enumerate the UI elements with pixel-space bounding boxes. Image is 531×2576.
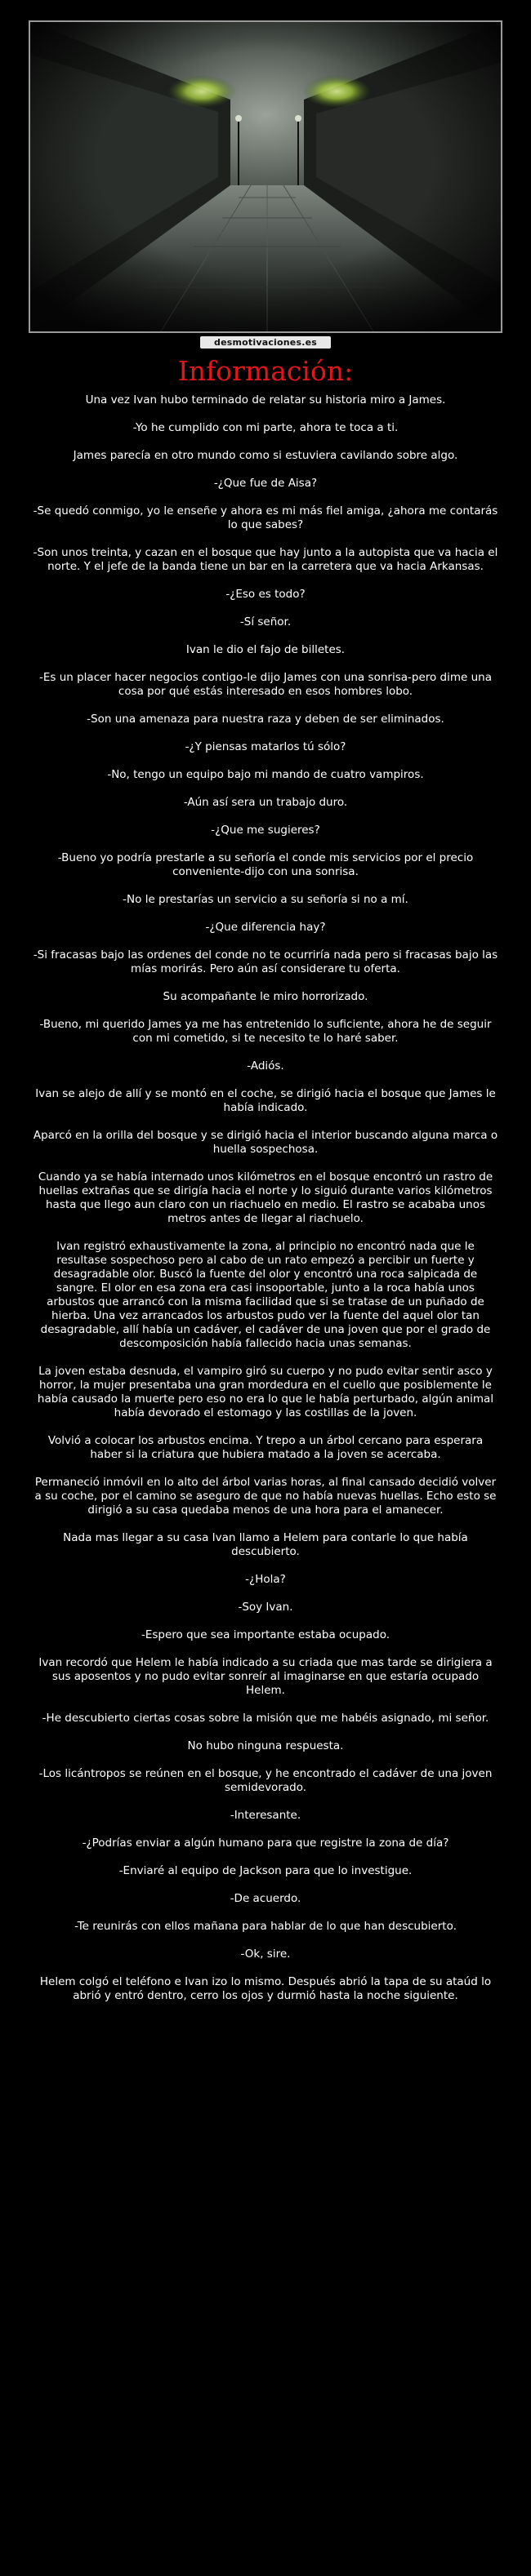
poster-title: Información: bbox=[177, 355, 354, 387]
story-paragraph: -¿Eso es todo? bbox=[225, 588, 306, 601]
story-paragraph: -No, tengo un equipo bajo mi mando de cuatro vampiros. bbox=[107, 768, 424, 781]
story-paragraph: -Son unos treinta, y cazan en el bosque que hay junto a la autopista que va hacia el norte. Y el jefe de la banda tiene un bar en la carretera que va hacia Arkansas. bbox=[33, 546, 498, 573]
story-paragraph: -¿Que fue de Aisa? bbox=[213, 477, 318, 490]
story-paragraph: Su acompañante le miro horrorizado. bbox=[163, 990, 368, 1003]
story-paragraph: Ivan le dio el fajo de billetes. bbox=[185, 643, 346, 656]
poster-image-frame bbox=[29, 20, 502, 333]
story-paragraph: Ivan se alejo de allí y se montó en el coche, se dirigió hacia el bosque que James le había indicado. bbox=[35, 1087, 496, 1114]
story-paragraph: Ivan recordó que Helem le había indicado a su criada que mas tarde se dirigiera a sus aposentos y no pudo evitar sonreír al imaginarse en que estaría ocupado Helem. bbox=[38, 1656, 493, 1697]
story-paragraph: -No le prestarías un servicio a su señoría si no a mí. bbox=[123, 893, 408, 906]
story-paragraph: -Interesante. bbox=[230, 1809, 301, 1822]
story-paragraph: -Sí señor. bbox=[239, 615, 292, 628]
site-watermark: desmotivaciones.es bbox=[200, 336, 331, 349]
story-paragraph: -¿Podrías enviar a algún humano para que registre la zona de día? bbox=[82, 1837, 449, 1850]
story-paragraph: -¿Que diferencia hay? bbox=[205, 921, 326, 934]
foggy-cobblestone-street-image bbox=[30, 22, 501, 331]
story-paragraph: Permaneció inmóvil en lo alto del árbol varias horas, al final cansado decidió volver a su coche, por el camino se aseguro de que no había nuevas huellas. Echo esto se dirigió a su casa quedaba menos de una hora para el amanecer. bbox=[34, 1476, 497, 1517]
story-paragraph: -Los licántropos se reúnen en el bosque, y he encontrado el cadáver de una joven semidevorado. bbox=[38, 1767, 493, 1794]
story-paragraph: Volvió a colocar los arbustos encima. Y trepo a un árbol cercano para esperara haber si la criatura que hubiera matado a la joven se acercaba. bbox=[47, 1434, 484, 1461]
story-paragraph: Ivan registró exhaustivamente la zona, al principio no encontró nada que le resultase sospechoso pero al cabo de un rato empezó a percibir un fuerte y desagradable olor. Buscó la fuente del olor y encontró una roca salpicada de sangre. El olor en esa zona era casi insoportable, junto a la roca había unos arbustos que arrancó con la misma facilidad que si se tratase de un puñado de hierba. Una vez arrancados los arbustos pudo ver la fuente del aquel olor tan desagradable, allí había un cadáver, el cadáver de una joven que por el grado de descomposición había fallecido hacia unas semanas. bbox=[40, 1240, 491, 1350]
story-paragraph: -Yo he cumplido con mi parte, ahora te toca a ti. bbox=[132, 421, 399, 434]
story-paragraph: -Espero que sea importante estaba ocupado. bbox=[141, 1628, 390, 1641]
story-paragraph: -Ok, sire. bbox=[240, 1948, 291, 1961]
story-paragraph: James parecía en otro mundo como si estuviera cavilando sobre algo. bbox=[73, 449, 458, 462]
story-paragraph: -Soy Ivan. bbox=[238, 1601, 293, 1614]
story-paragraph: -¿Hola? bbox=[245, 1573, 286, 1586]
story-paragraph: No hubo ninguna respuesta. bbox=[187, 1739, 344, 1752]
story-paragraph: -Es un placer hacer negocios contigo-le dijo James con una sonrisa-pero dime una cosa por qué estás interesado en esos hombres lobo. bbox=[38, 671, 493, 698]
story-paragraph: Helem colgó el teléfono e Ivan izo lo mismo. Después abrió la tapa de su ataúd lo abrió y entró dentro, cerro los ojos y durmió hasta la noche siguiente. bbox=[39, 1975, 492, 2002]
story-paragraph: -Adiós. bbox=[247, 1059, 284, 1073]
story-text bbox=[33, 393, 498, 2017]
story-paragraph: -Bueno yo podría prestarle a su señoría el conde mis servicios por el precio conveniente-dijo con una sonrisa. bbox=[57, 851, 474, 878]
story-paragraph: -¿Y piensas matarlos tú sólo? bbox=[185, 740, 346, 753]
story-paragraph: -Enviaré al equipo de Jackson para que lo investigue. bbox=[118, 1864, 413, 1877]
story-paragraph: -¿Que me sugieres? bbox=[211, 824, 320, 837]
story-paragraph: -He descubierto ciertas cosas sobre la misión que me habéis asignado, mi señor. bbox=[42, 1712, 489, 1725]
story-paragraph: -Aún así sera un trabajo duro. bbox=[183, 796, 348, 809]
story-paragraph: -Si fracasas bajo las ordenes del conde no te ocurriría nada pero si fracasas bajo las mías morirás. Pero aún así considerare tu oferta. bbox=[33, 948, 498, 975]
story-paragraph: Una vez Ivan hubo terminado de relatar su historia miro a James. bbox=[85, 393, 446, 406]
story-paragraph: -Bueno, mi querido James ya me has entretenido lo suficiente, ahora he de seguir con mi cometido, si te necesito te lo haré saber. bbox=[39, 1018, 492, 1045]
story-paragraph: Cuando ya se había internado unos kilómetros en el bosque encontró un rastro de huellas extrañas que se dirigía hacia el norte y lo siguió durante varios kilómetros hasta que llego aun claro con un riachuelo en medio. El rastro se acababa unos metros antes de llegar al riachuelo. bbox=[38, 1170, 493, 1225]
story-paragraph: -Se quedó conmigo, yo le enseñe y ahora es mi más fiel amiga, ¿ahora me contarás lo que sabes? bbox=[33, 504, 498, 531]
story-paragraph: Nada mas llegar a su casa Ivan llamo a Helem para contarle lo que había descubierto. bbox=[63, 1531, 468, 1558]
story-paragraph: -Son una amenaza para nuestra raza y deben de ser eliminados. bbox=[87, 713, 444, 726]
story-paragraph: -De acuerdo. bbox=[230, 1892, 301, 1905]
story-paragraph: Aparcó en la orilla del bosque y se dirigió hacia el interior buscando alguna marca o huella sospechosa. bbox=[33, 1129, 498, 1156]
story-paragraph: La joven estaba desnuda, el vampiro giró su cuerpo y no pudo evitar sentir asco y horror, la mujer presentaba una gran mordedura en el cuello que posiblemente le había causado la muerte pero eso no era lo que le había perturbado, algún animal había devorado el estomago y las costillas de la joven. bbox=[37, 1365, 494, 1419]
story-paragraph: -Te reunirás con ellos mañana para hablar de lo que han descubierto. bbox=[74, 1920, 457, 1933]
